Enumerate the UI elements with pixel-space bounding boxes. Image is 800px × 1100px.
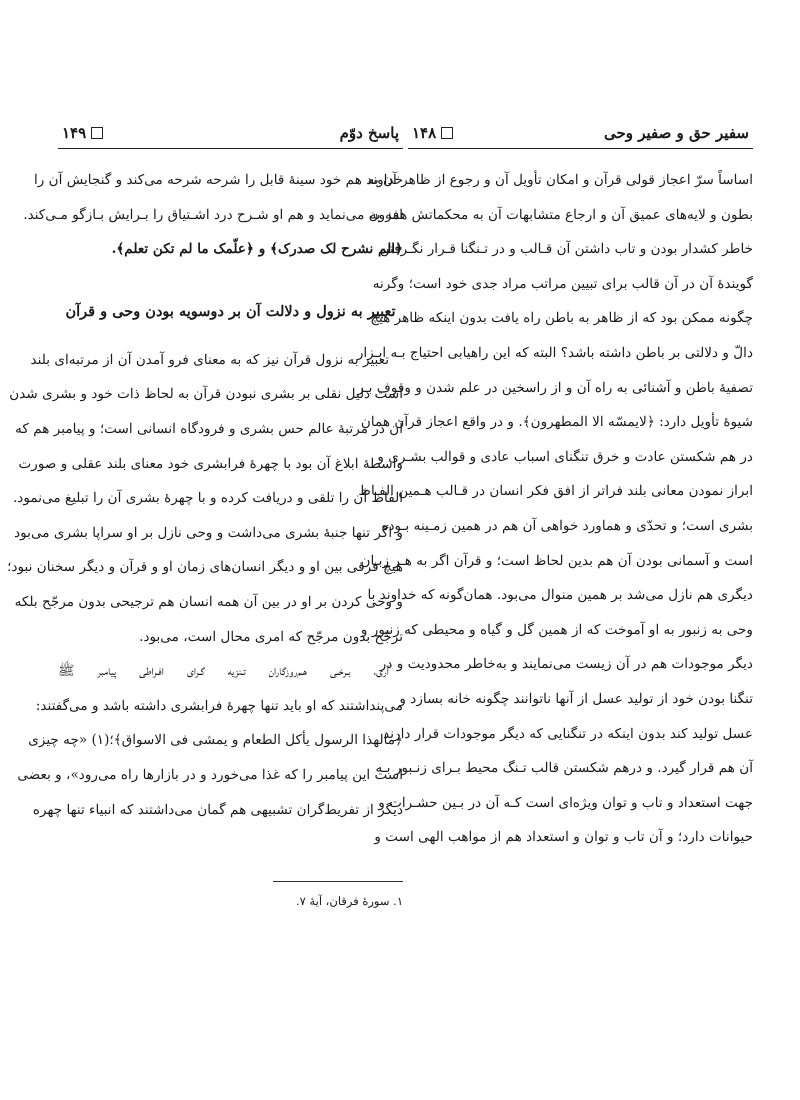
text-line: جهت استعداد و تاب و توان ویژه‌ای است کـه آن در بـین حشـرات و (378, 794, 753, 811)
left-page-body (7, 163, 403, 827)
left-page-title: پاسخ دوّم (339, 124, 399, 142)
text-line: تصفیهٔ باطن و آشنائی به راه آن و از راسخین در علم شدن و وقوف بـر (357, 379, 753, 396)
text-line: می‌پنداشتند که او باید تنها چهرهٔ فرابشری داشته باشد و می‌گفتند: (35, 697, 403, 714)
text-line: ترجّح بدون مرجّح که امری محال است، می‌بود. (139, 628, 403, 645)
text-line: آن در مرتبهٔ عالم حس بشری و فرودگاه انسانی است؛ و پیامبر هم که (15, 420, 403, 437)
text-line: آری، بـرخـی هـم‌روزگاران تـنزیه گـرای افـراطی پیامبر ﷺ (58, 663, 389, 680)
quran-quote-line: ﴿الم نشرح لک صدرک﴾ و ﴿علّمک ما لم تکن تعلم﴾. (111, 241, 403, 258)
text-line: چگونه ممکن بود که از ظاهر به باطن راه یافت بدون اینکه ظاهر هیچ (370, 310, 753, 327)
text-line: تعبیر به نزول قرآن نیز که به معنای فرو آمدن آن از مرتبه‌ای بلند (30, 351, 389, 368)
text-line: افزون می‌نماید و هم او شـرح درد اشـتیاق را بـرایش بـازگو مـی‌کند. (23, 206, 403, 223)
right-page-header (408, 118, 753, 149)
right-page-number: ۱۴۸ (412, 124, 437, 142)
text-line: و وحی کردن بر او در بین آن همه انسان هم ترجیحی بدون مرجّح بلکه (14, 593, 403, 610)
text-line: ﴿مالهذا الرسول یأکل الطعام و یمشی فی الاسواق﴾؛(۱) «چه چیزی (28, 732, 403, 749)
text-line: دالّ و دلالتی بر باطن داشته باشد؟ البته که این راهیابی احتیاج بـه ابـزار (356, 344, 753, 361)
right-page-number-group (412, 124, 453, 142)
text-line: عسل تولید کند بدون اینکه در تنگنایی که دیگر موجودات قرار دارند (383, 725, 753, 742)
text-line: دیگر از تفریط‌گران تشبیهی هم گمان می‌داشتند که انبیاء تنها چهره (32, 801, 403, 818)
left-page (7, 118, 403, 909)
text-line: گویندهٔ آن در آن قالب برای تبیین مراتب مراد جدی خود است؛ وگرنه (372, 275, 753, 292)
text-line: است و آسمانی بودن آن هم بدین لحاظ است؛ و قرآن اگر به هـر زبـان (360, 552, 753, 569)
text-line: هیچ فرقی بین او و دیگر انسان‌های زمان او و قرآن و دیگر سخنان نبود؛ (7, 559, 403, 576)
text-line: شیوهٔ تأویل دارد: ﴿لایمسّه الا المطهرون﴾. و در واقع اعجاز قرآن همان (360, 414, 753, 431)
text-line: حیوانات دارد؛ و آن تاب و توان و استعداد هم از مواهب الهی است و (374, 829, 753, 846)
left-page-number: ۱۴۹ (62, 124, 87, 142)
left-page-number-group (62, 124, 103, 142)
section-heading: تعبیر به نزول و دلالت آن بر دوسویه بودن وحی و قرآن (65, 302, 396, 320)
text-line: آن هم قرار گیرد. و درهم شکستن قالب تـنگ محیط بـرای زنـبور بـه (375, 760, 753, 777)
text-line: خداوند هم خود سینهٔ قابل را شرحه شرحه می‌کند و گنجایش آن را (33, 172, 403, 188)
text-line: واسطهٔ ابلاغ آن بود با چهرهٔ فرابشری خود معنای بلند عقلی و صورت (18, 455, 403, 472)
text-line: بطون و لایه‌های عمیق آن و ارجاع متشابهات آن به محکماتش همه به (369, 206, 753, 223)
right-page-body (356, 163, 753, 855)
text-line: دیگر موجودات هم در آن زیست می‌نمایند و به‌خاطر محدودیت و در (379, 656, 753, 673)
text-line: بشری است؛ و تحدّی و هماورد خواهی آن هم در همین زمـینه بـوده (381, 517, 753, 534)
text-line: است این پیامبر را که غذا می‌خورد و در بازارها راه می‌رود»، و بعضی (17, 766, 403, 783)
footnote: ۱. سورهٔ فرقان، آیهٔ ۷. (295, 894, 403, 909)
text-line: دیگری هم نازل می‌شد بر همین منوال می‌بود. همان‌گونه که خداوند با (367, 587, 753, 604)
text-line: و اگر تنها جنبهٔ بشری می‌داشت و وحی نازل بر او سراپا بشری می‌بود (14, 524, 403, 541)
page-marker-icon (91, 127, 103, 139)
page-marker-icon (441, 127, 453, 139)
left-page-header (58, 118, 403, 149)
right-page-title: سفیر حق و صفیر وحی (603, 124, 749, 142)
footnote-divider (273, 881, 403, 882)
text-line: در هم شکستن عادت و خرق تنگنای اسباب عادی و قوالب بشـری و (377, 448, 753, 465)
text-line: اساساً سرّ اعجاز قولی قرآن و امکان تأویل آن و رجوع از ظاهر آن به (367, 172, 753, 188)
text-line: خاطر کشدار بودن و تاب داشتن آن قـالب و در تـنگنا قـرار نگـرفتن (379, 241, 753, 258)
text-line: تنگنا بودن خود از تولید عسل از آنها ناتوانند چگونه خانه بسازد و (399, 690, 753, 707)
text-line: الفاظ آن را تلقی و دریافت کرده و با چهرهٔ بشری آن را تبلیغ می‌نمود. (12, 490, 403, 507)
text-line: ابراز نمودن معانی بلند فراتر از افق فکر انسان در قـالب هـمین الفـاظ (358, 483, 753, 500)
text-line: وحی به زنبور به او آموخت که از همین گل و گیاه و محیطی که زنبور و (360, 621, 753, 638)
text-line: است دلیل نقلی بر بشری نبودن قرآن به لحاظ ذات خود و بشری شدن (9, 386, 403, 403)
